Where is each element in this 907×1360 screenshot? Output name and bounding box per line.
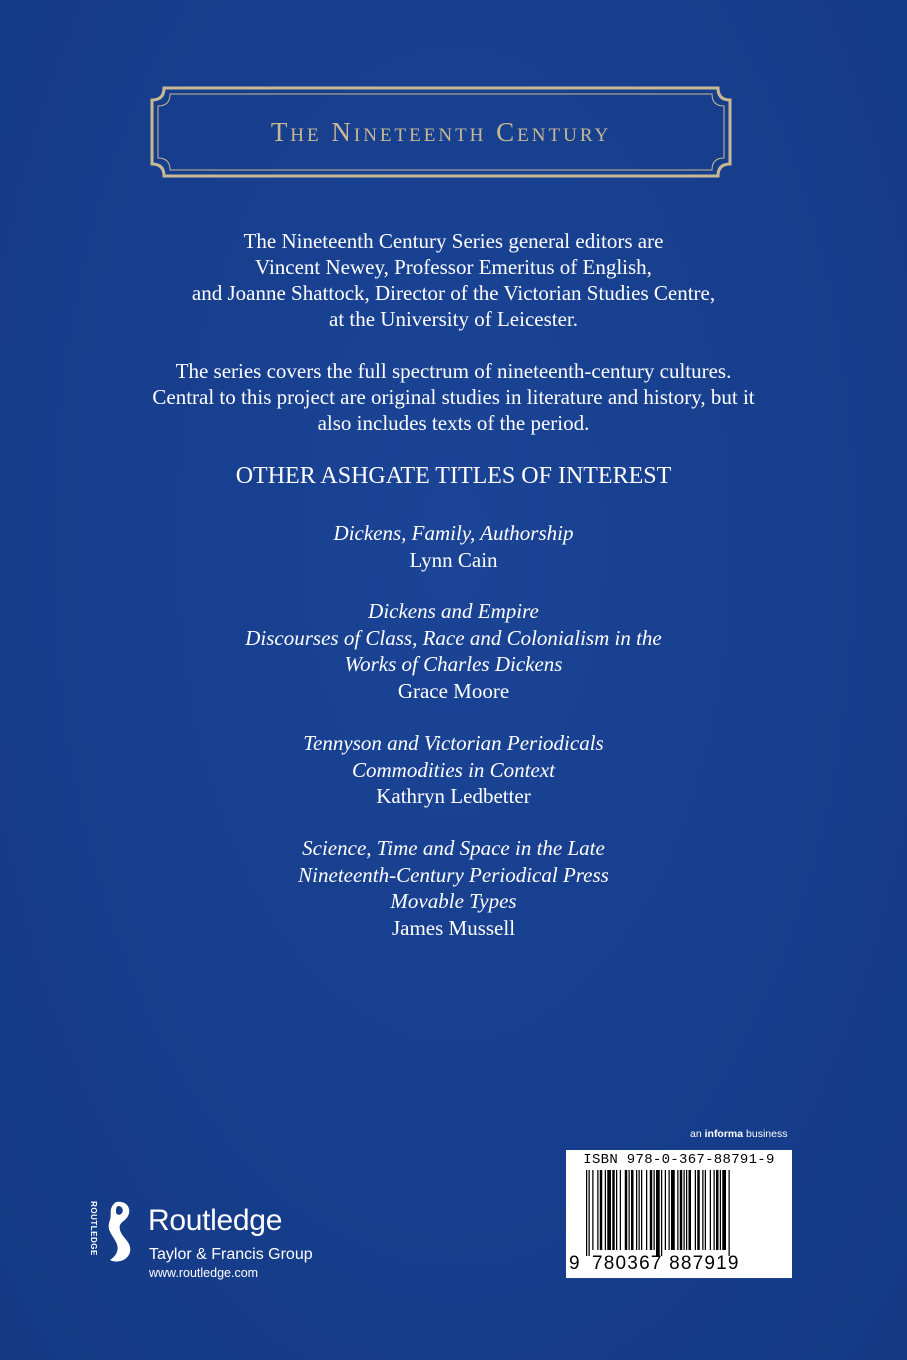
book-author: Kathryn Ledbetter bbox=[376, 784, 531, 808]
book-title-line: Works of Charles Dickens bbox=[344, 652, 563, 676]
intro-line: at the University of Leicester. bbox=[329, 307, 578, 331]
barcode-bar bbox=[625, 1170, 628, 1250]
barcode-bar bbox=[592, 1170, 593, 1250]
book-entry bbox=[60, 598, 847, 704]
book-title-line: Dickens, Family, Authorship bbox=[333, 521, 574, 545]
barcode-bar bbox=[656, 1170, 660, 1256]
barcode-bar bbox=[607, 1170, 611, 1250]
book-author: James Mussell bbox=[391, 915, 516, 940]
intro-line: Vincent Newey, Professor Emeritus of English, bbox=[255, 255, 652, 279]
barcode-bar bbox=[600, 1170, 603, 1250]
barcode-bar bbox=[680, 1170, 683, 1250]
series-title-frame bbox=[150, 86, 732, 178]
barcode-bar bbox=[646, 1170, 647, 1250]
book-author: Lynn Cain bbox=[409, 547, 498, 572]
barcode-bar bbox=[661, 1170, 662, 1256]
barcode-bar bbox=[631, 1170, 634, 1250]
barcode-bar bbox=[654, 1170, 655, 1250]
barcode-bar bbox=[729, 1170, 730, 1256]
barcode-bar bbox=[639, 1170, 640, 1250]
barcode-bars bbox=[580, 1170, 780, 1258]
barcode-bar bbox=[605, 1170, 606, 1250]
book-title-line: Tennyson and Victorian Periodicals bbox=[303, 731, 604, 755]
book-author: Grace Moore bbox=[397, 678, 510, 703]
barcode-bar bbox=[641, 1170, 642, 1250]
ean-digits-rest: 780367 887919 bbox=[592, 1253, 740, 1274]
barcode-bar bbox=[720, 1170, 721, 1250]
barcode-bar bbox=[684, 1170, 685, 1250]
book-entry bbox=[60, 520, 847, 573]
book-title-line: Commodities in Context bbox=[352, 757, 555, 782]
ean-first-digit: 9 bbox=[569, 1253, 581, 1274]
barcode-bar bbox=[722, 1170, 726, 1250]
routledge-logo-icon bbox=[88, 1196, 144, 1273]
routledge-side-text: ROUTLEDGE bbox=[88, 1201, 98, 1256]
barcode-bar bbox=[636, 1170, 637, 1250]
book-title-line: Discourses of Class, Race and Colonialism in the bbox=[245, 625, 662, 650]
other-titles-heading: OTHER ASHGATE TITLES OF INTEREST bbox=[235, 463, 672, 489]
book-title-line: Dickens and Empire bbox=[368, 599, 539, 623]
intro-line: The Nineteenth Century Series general editors are bbox=[243, 229, 664, 253]
publisher-group: Taylor & Francis Group bbox=[149, 1246, 313, 1263]
informa-brand: informa bbox=[704, 1128, 744, 1140]
informa-prefix: an bbox=[690, 1128, 705, 1140]
publisher-url: www.routledge.com bbox=[149, 1266, 259, 1280]
barcode-bar bbox=[689, 1170, 692, 1250]
barcode-bar bbox=[695, 1170, 696, 1250]
barcode-bar bbox=[710, 1170, 711, 1250]
series-editors-paragraph bbox=[60, 228, 847, 332]
intro-line: and Joanne Shattock, Director of the Victorian Studies Centre, bbox=[191, 281, 716, 305]
barcode-bar bbox=[589, 1170, 590, 1256]
barcode-bar bbox=[586, 1170, 587, 1256]
barcode-bar bbox=[612, 1170, 615, 1250]
informa-business-tag bbox=[690, 1128, 787, 1140]
barcode-bar bbox=[671, 1170, 675, 1250]
barcode-bar bbox=[716, 1170, 719, 1250]
description-line: also includes texts of the period. bbox=[317, 411, 590, 435]
barcode-bar bbox=[702, 1170, 703, 1250]
book-entry bbox=[60, 835, 847, 941]
barcode-bar bbox=[714, 1170, 715, 1250]
description-line: The series covers the full spectrum of nineteenth-century cultures. bbox=[175, 359, 732, 383]
barcode-bar bbox=[616, 1170, 617, 1250]
isbn-barcode bbox=[566, 1150, 792, 1278]
barcode-bar bbox=[686, 1170, 687, 1250]
isbn-label: ISBN 978-0-367-88791-9 bbox=[583, 1152, 775, 1168]
book-title-line: Movable Types bbox=[390, 889, 517, 913]
barcode-bar bbox=[677, 1170, 678, 1250]
barcode-bar bbox=[665, 1170, 666, 1250]
series-title: The Nineteenth Century bbox=[270, 116, 612, 147]
barcode-bar bbox=[705, 1170, 706, 1250]
book-title-line: Science, Time and Space in the Late bbox=[302, 836, 605, 860]
barcode-bar bbox=[597, 1170, 598, 1250]
informa-suffix: business bbox=[743, 1128, 788, 1140]
description-line: Central to this project are original studies in literature and history, but it bbox=[152, 385, 755, 409]
series-description-paragraph bbox=[60, 358, 847, 436]
barcode-bar bbox=[697, 1170, 700, 1250]
book-entry bbox=[60, 730, 847, 810]
barcode-bar bbox=[650, 1170, 653, 1250]
barcode-bar bbox=[620, 1170, 621, 1250]
barcode-bar bbox=[669, 1170, 670, 1250]
publisher-name: Routledge bbox=[148, 1204, 283, 1237]
book-title-line: Nineteenth-Century Periodical Press bbox=[298, 862, 609, 887]
barcode-bar bbox=[629, 1170, 630, 1250]
